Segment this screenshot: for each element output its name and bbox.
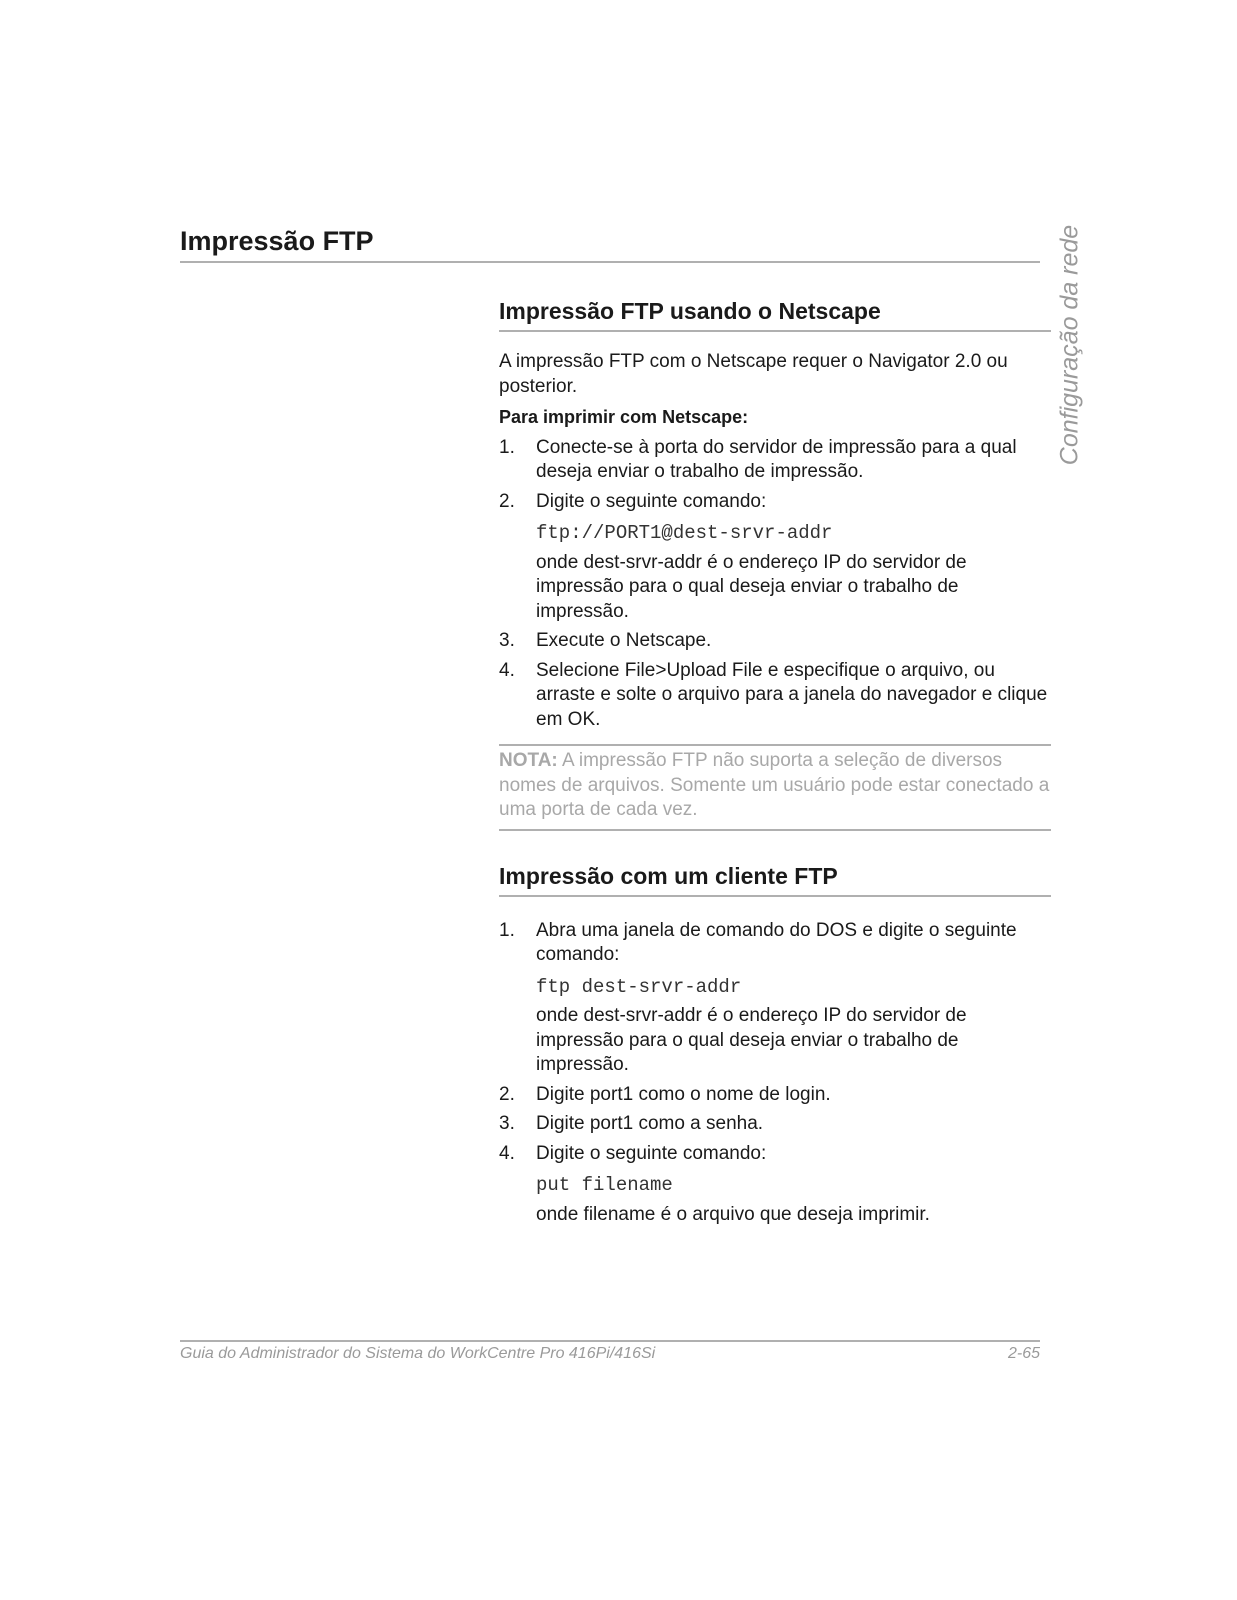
step-number: 4.: [499, 1142, 515, 1164]
step-number: 3.: [499, 1113, 515, 1134]
command-code: ftp://PORT1@dest-srvr-addr: [536, 522, 833, 544]
step-number: 2.: [499, 490, 515, 512]
command-code: ftp dest-srvr-addr: [536, 975, 742, 998]
list-item: [499, 629, 1051, 654]
step-number: 2.: [499, 1083, 515, 1105]
note-label: NOTA:: [499, 750, 558, 771]
step-text: Abra uma janela de comando do DOS e digite o seguinte comando:: [536, 919, 1017, 965]
command-code: put filename: [536, 1174, 673, 1196]
section-heading-ftp-client: Impressão com um cliente FTP: [499, 863, 1051, 897]
list-item: [499, 919, 1051, 1078]
ftp-client-steps-list: [499, 919, 1051, 1228]
step-text: Digite o seguinte comando:: [536, 490, 767, 512]
footer-page-number: 2-65: [1007, 1345, 1040, 1362]
step-text: Selecione File>Upload File e especifique o arquivo, ou arraste e solte o arquivo para a janela do navegador e clique em OK.: [536, 659, 1048, 730]
step-text: Digite port1 como o nome de login.: [536, 1083, 831, 1105]
step-text: Digite o seguinte comando:: [536, 1142, 767, 1164]
note-text: A impressão FTP não suporta a seleção de diversos nomes de arquivos. Somente um usuário pode estar conectado a uma porta de cada vez.: [499, 750, 1050, 820]
list-item: [499, 659, 1051, 733]
step-text: Conecte-se à porta do servidor de impressão para a qual deseja enviar o trabalho de impressão.: [536, 436, 1017, 482]
page-footer: [180, 1340, 1040, 1363]
intro-paragraph: A impressão FTP com o Netscape requer o Navigator 2.0 ou posterior.: [499, 351, 1008, 397]
section-heading-netscape: Impressão FTP usando o Netscape: [499, 298, 1051, 332]
note-box: [499, 744, 1051, 831]
step-text: Execute o Netscape.: [536, 630, 712, 651]
section-netscape: [499, 298, 1051, 831]
list-item: [499, 490, 1051, 625]
step-number: 1.: [499, 436, 515, 458]
step-number: 4.: [499, 659, 515, 681]
list-item: [499, 1112, 1051, 1137]
footer-document-title: Guia do Administrador do Sistema do WorkCentre Pro 416Pi/416Si: [180, 1345, 656, 1362]
list-item: [499, 436, 1051, 485]
step-explanation: onde filename é o arquivo que deseja imprimir.: [536, 1203, 930, 1225]
step-text: Digite port1 como a senha.: [536, 1113, 764, 1134]
steps-title: Para imprimir com Netscape:: [499, 407, 749, 427]
step-explanation: onde dest-srvr-addr é o endereço IP do servidor de impressão para o qual deseja enviar o trabalho de impressão.: [536, 1005, 967, 1075]
list-item: [499, 1083, 1051, 1108]
section-ftp-client: [499, 863, 1051, 1228]
list-item: [499, 1142, 1051, 1228]
page-title: Impressão FTP: [180, 226, 1040, 263]
main-content: [499, 298, 1051, 1232]
step-number: 1.: [499, 919, 515, 941]
step-explanation: onde dest-srvr-addr é o endereço IP do servidor de impressão para o qual deseja enviar o trabalho de impressão.: [536, 551, 967, 622]
section-side-tab: Configuração da rede: [1055, 224, 1084, 466]
netscape-steps-list: [499, 436, 1051, 733]
step-number: 3.: [499, 630, 515, 651]
